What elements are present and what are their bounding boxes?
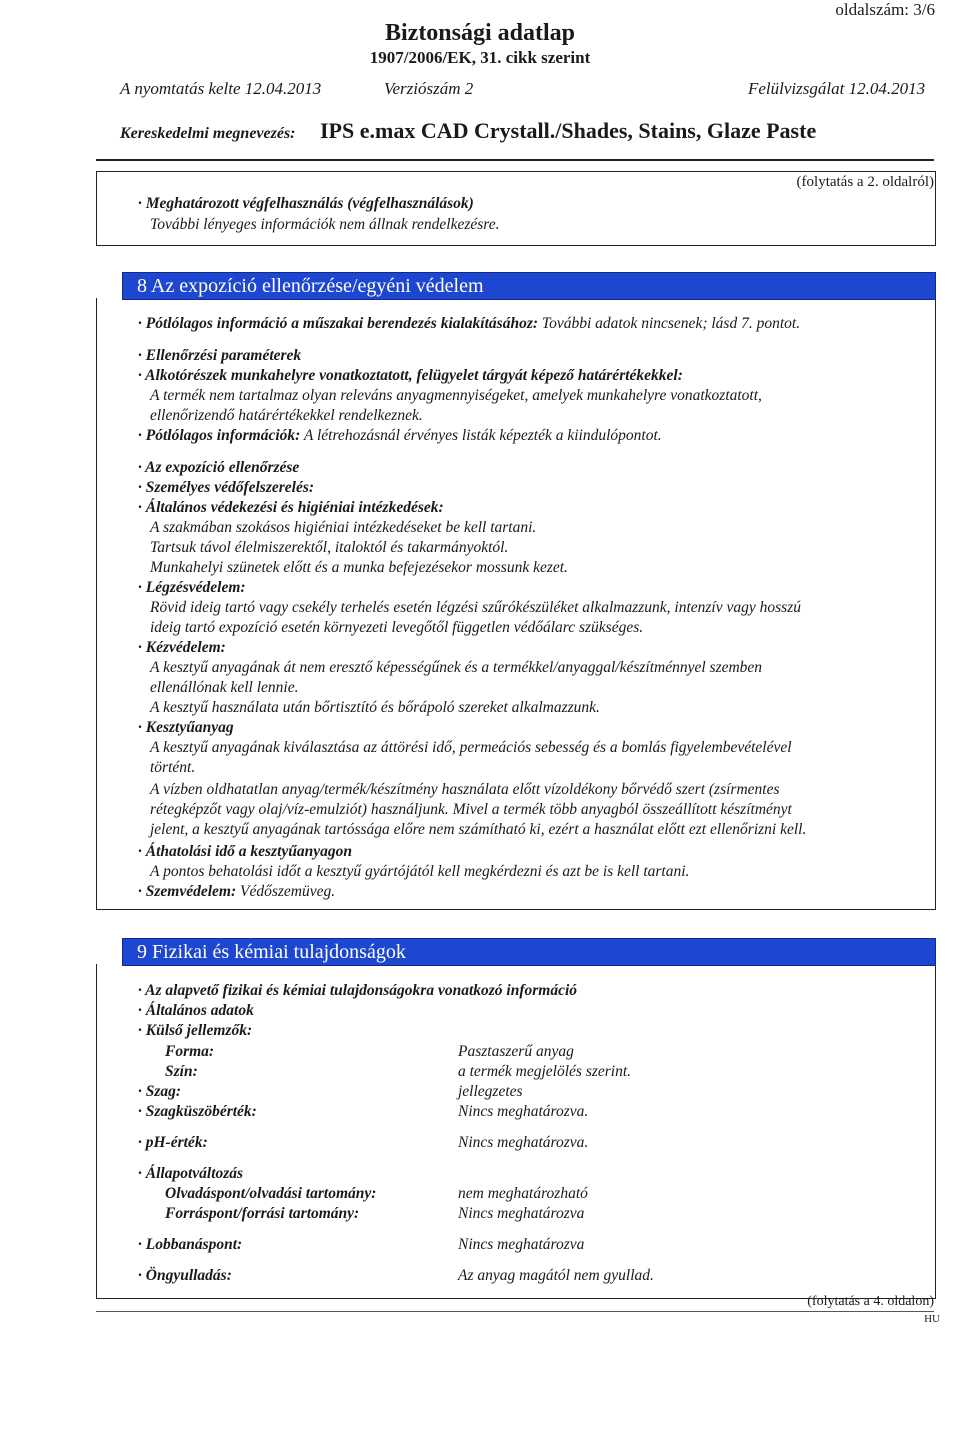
- continued-from-note: (folytatás a 2. oldalról): [796, 174, 934, 190]
- respiratory-text-1: Rövid ideig tartó vagy csekély terhelés esetén légzési szűrókészüléket alkalmazzunk, intenzív vagy hosszú: [150, 599, 801, 616]
- penetration-time-heading: · Áthatolási idő a kesztyűanyagon: [138, 843, 353, 860]
- odor-label: · Szag:: [138, 1083, 182, 1100]
- respiratory-heading: · Légzésvédelem:: [138, 579, 246, 596]
- hygiene-text-3: Munkahelyi szünetek előtt és a munka befejezésekor mossunk kezet.: [150, 559, 568, 576]
- limit-values-text-1: A termék nem tartalmaz olyan releváns anyagmennyiségeket, amelyek munkahelyre vonatkoztatott,: [150, 387, 762, 404]
- glove-material-text-2: történt.: [150, 759, 196, 776]
- color-value: a termék megjelölés szerint.: [458, 1063, 632, 1080]
- language-code: HU: [924, 1313, 940, 1325]
- print-date: A nyomtatás kelte 12.04.2013: [120, 79, 322, 98]
- revision-date: Felülvizsgálat 12.04.2013: [748, 79, 926, 98]
- hand-protection-text-1: A kesztyű anyagának át nem eresztő képességűnek és a termékkel/anyaggal/készítménnyel szemben: [150, 659, 763, 676]
- additional-info-value: A létrehozásnál érvényes listák képezték a kiindulópontot.: [300, 427, 662, 444]
- flash-point-value: Nincs meghatározva: [458, 1236, 585, 1253]
- boiling-point-label: Forráspont/forrási tartomány:: [165, 1205, 360, 1222]
- identified-uses-text: További lényeges információk nem állnak rendelkezésre.: [150, 216, 500, 233]
- page-number: oldalszám: 3/6: [835, 0, 935, 19]
- appearance-heading: · Külső jellemzők:: [138, 1022, 253, 1039]
- hygiene-text-1: A szakmában szokásos higiéniai intézkedéseket be kell tartani.: [150, 519, 537, 536]
- melting-point-value: nem meghatározható: [458, 1185, 588, 1202]
- odor-threshold-label: · Szagküszöbérték:: [138, 1103, 257, 1120]
- melting-point-label: Olvadáspont/olvadási tartomány:: [165, 1185, 377, 1202]
- continued-to-note: (folytatás a 4. oldalon): [807, 1294, 934, 1309]
- boiling-point-value: Nincs meghatározva: [458, 1205, 585, 1222]
- penetration-time-text: A pontos behatolási időt a kesztyű gyártójától kell megkérdezni és azt be is kell tartani.: [150, 863, 690, 880]
- section-8-heading: 8 Az expozíció ellenőrzése/egyéni védelem: [122, 272, 936, 300]
- respiratory-text-2: ideig tartó expozíció esetén környezeti levegőtől független védőálarc szükséges.: [150, 619, 644, 636]
- flash-point-label: · Lobbanáspont:: [138, 1236, 243, 1253]
- eye-protection-line: [138, 882, 335, 902]
- engineering-controls-line: [138, 314, 800, 334]
- control-parameters-heading: · Ellenőrzési paraméterek: [138, 347, 302, 364]
- limit-values-text-2: ellenőrizendő határértékekkel rendelkeznek.: [150, 407, 423, 424]
- glove-material-text-4: rétegképzőt vagy olaj/víz-emulziót) használjunk. Mivel a termék több anyagból összeállított készítményt: [150, 801, 792, 818]
- glove-material-text-3: A vízben oldhatatlan anyag/termék/készítmény használata előtt vízoldékony bőrvédő szert (zsírmentes: [150, 781, 780, 798]
- hand-protection-text-3: A kesztyű használata után bőrtisztító és bőrápoló szereket alkalmazzunk.: [150, 699, 600, 716]
- basic-properties-heading: · Az alapvető fizikai és kémiai tulajdonságokra vonatkozó információ: [138, 982, 578, 999]
- trade-name: IPS e.max CAD Crystall./Shades, Stains, Glaze Paste: [320, 118, 817, 143]
- hygiene-heading: · Általános védekezési és higiéniai intézkedések:: [138, 499, 444, 516]
- document-subtitle: 1907/2006/EK, 31. cikk szerint: [369, 48, 591, 67]
- glove-material-heading: · Kesztyűanyag: [138, 719, 234, 736]
- general-info-heading: · Általános adatok: [138, 1002, 254, 1019]
- ph-label: · pH-érték:: [138, 1134, 208, 1151]
- hygiene-text-2: Tartsuk távol élelmiszerektől, italoktól és takarmányoktól.: [150, 539, 509, 556]
- identified-uses-heading: · Meghatározott végfelhasználás (végfelhasználások): [138, 195, 474, 212]
- engineering-controls-value: További adatok nincsenek; lásd 7. pontot.: [538, 315, 801, 332]
- odor-value: jellegzetes: [458, 1083, 523, 1100]
- header-divider: [96, 159, 934, 161]
- footer-divider: [96, 1311, 934, 1312]
- additional-info-line: [138, 426, 662, 446]
- additional-info-label: · Pótlólagos információk:: [138, 427, 301, 444]
- form-value: Pasztaszerű anyag: [458, 1043, 574, 1060]
- limit-values-heading: · Alkotórészek munkahelyre vonatkoztatott, felügyelet tárgyát képező határértékekkel:: [138, 367, 683, 384]
- ph-value: Nincs meghatározva.: [458, 1134, 589, 1151]
- form-label: Forma:: [165, 1043, 215, 1060]
- exposure-controls-heading: · Az expozíció ellenőrzése: [138, 459, 300, 476]
- state-change-heading: · Állapotváltozás: [138, 1165, 244, 1182]
- glove-material-text-5: jelent, a kesztyű anyagának tartóssága előre nem számítható ki, ezért a használat előtt ezt ellenőrizni kell.: [150, 821, 807, 838]
- eye-protection-value: Védőszemüveg.: [236, 883, 336, 900]
- trade-name-label: Kereskedelmi megnevezés:: [120, 125, 296, 142]
- version-number: Verziószám 2: [384, 79, 474, 98]
- self-ignition-label: · Öngyulladás:: [138, 1267, 232, 1284]
- hand-protection-heading: · Kézvédelem:: [138, 639, 226, 656]
- odor-threshold-value: Nincs meghatározva.: [458, 1103, 589, 1120]
- color-label: Szín:: [165, 1063, 198, 1080]
- section-9-heading: 9 Fizikai és kémiai tulajdonságok: [122, 938, 936, 966]
- engineering-controls-label: · Pótlólagos információ a műszakai berendezés kialakításához:: [138, 315, 539, 332]
- document-title: Biztonsági adatlap: [384, 20, 576, 46]
- self-ignition-value: Az anyag magától nem gyullad.: [458, 1267, 654, 1284]
- glove-material-text-1: A kesztyű anyagának kiválasztása az áttörési idő, permeációs sebesség és a bomlás figyelembevételével: [150, 739, 792, 756]
- hand-protection-text-2: ellenállónak kell lennie.: [150, 679, 299, 696]
- ppe-heading: · Személyes védőfelszerelés:: [138, 479, 315, 496]
- eye-protection-label: · Szemvédelem:: [138, 883, 237, 900]
